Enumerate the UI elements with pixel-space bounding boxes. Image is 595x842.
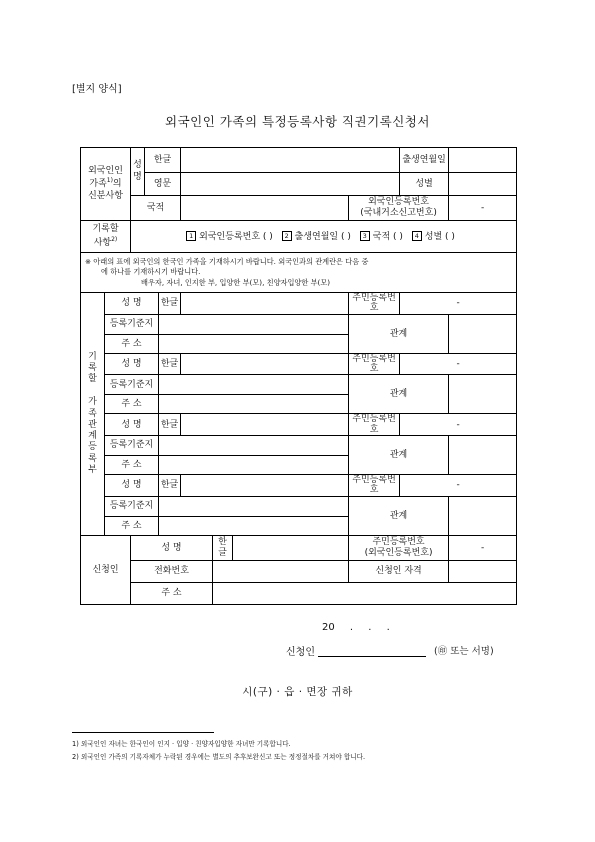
family-address-field[interactable] <box>159 516 349 535</box>
seal-or-signature-note: (㊞ 또는 서명) <box>434 646 494 657</box>
family-base-place-field[interactable] <box>159 496 349 516</box>
family-relation-label: 관계 <box>349 375 449 414</box>
nationality-field[interactable] <box>181 196 349 221</box>
applicant-address-field[interactable] <box>213 582 517 604</box>
option-number-box: 3 <box>360 231 370 241</box>
family-base-place-field[interactable] <box>159 314 349 334</box>
family-relation-label: 관계 <box>349 314 449 353</box>
applicant-korean-label: 한 글 <box>213 535 233 560</box>
form-title: 외국인인 가족의 특정등록사항 직권기록신청서 <box>165 114 430 129</box>
option-number-box: 1 <box>186 231 196 241</box>
family-relation-field[interactable] <box>449 436 517 475</box>
korean-name-label: 한글 <box>145 148 181 173</box>
family-name-label: 성 명 <box>105 475 159 497</box>
alien-reg-field[interactable]: - <box>449 196 517 221</box>
sex-label: 성별 <box>400 173 449 196</box>
family-relation-label: 관계 <box>349 496 449 535</box>
family-name-field[interactable] <box>181 293 349 315</box>
family-address-label: 주 소 <box>105 516 159 535</box>
family-korean-label: 한글 <box>159 475 181 497</box>
family-base-place-field[interactable] <box>159 436 349 456</box>
option-number-box: 4 <box>412 231 422 241</box>
family-name-label: 성 명 <box>105 293 159 315</box>
family-address-field[interactable] <box>159 334 349 353</box>
family-relation-field[interactable] <box>449 375 517 414</box>
family-base-place-label: 등록기준지 <box>105 314 159 334</box>
family-name-field[interactable] <box>181 414 349 436</box>
applicant-name-field[interactable] <box>233 535 349 560</box>
family-relation-field[interactable] <box>449 496 517 535</box>
applicant-name-label: 성 명 <box>131 535 213 560</box>
family-base-place-label: 등록기준지 <box>105 496 159 516</box>
family-name-label: 성 명 <box>105 414 159 436</box>
recipient-line: 시(구) · 읍 · 면장 귀하 <box>242 686 353 698</box>
family-resident-no-label: 주민등록번호 <box>349 353 400 375</box>
korean-name-field[interactable] <box>181 148 400 173</box>
family-name-field[interactable] <box>181 475 349 497</box>
family-name-label: 성 명 <box>105 353 159 375</box>
family-relation-field[interactable] <box>449 314 517 353</box>
family-resident-no-label: 주민등록번호 <box>349 293 400 315</box>
application-date[interactable]: 20 . . . <box>322 622 390 633</box>
record-items-label: 기록할 사항$^{2)}$ <box>81 221 131 253</box>
option-alien-reg[interactable]: 1 외국인등록번호 ( ) <box>186 232 273 242</box>
family-resident-no-field[interactable]: - <box>400 293 517 315</box>
footnote-2: 2) 외국인인 가족의 기록자체가 누락된 경우에는 별도의 추후보완신고 또는 정정절차를 거쳐야 합니다. <box>72 753 366 761</box>
family-base-place-label: 등록기준지 <box>105 436 159 456</box>
family-resident-no-field[interactable]: - <box>400 414 517 436</box>
family-base-place-label: 등록기준지 <box>105 375 159 395</box>
nationality-label: 국적 <box>131 196 181 221</box>
applicant-qualification-field[interactable] <box>449 560 517 582</box>
name-label: 성 명 <box>131 148 145 196</box>
birth-date-label: 출생연월일 <box>400 148 449 173</box>
family-resident-no-label: 주민등록번호 <box>349 414 400 436</box>
application-form-table <box>80 147 517 605</box>
family-relation-label: 관계 <box>349 436 449 475</box>
instruction-note: ※ 아래의 표에 외국인의 한국인 가족을 기재하시기 바랍니다. 외국인과의 관계란은 다음 중 에 하나를 기재하시기 바랍니다. 배우자, 자녀, 인지한 부, 입양한 부(모), 친양자입양한 부(모) <box>81 253 517 293</box>
english-name-label: 영문 <box>145 173 181 196</box>
family-resident-no-field[interactable]: - <box>400 475 517 497</box>
applicant-phone-label: 전화번호 <box>131 560 213 582</box>
applicant-section-label: 신청인 <box>81 535 131 604</box>
applicant-resident-no-field[interactable]: - <box>449 535 517 560</box>
birth-date-field[interactable] <box>449 148 517 173</box>
family-address-field[interactable] <box>159 456 349 475</box>
family-korean-label: 한글 <box>159 293 181 315</box>
family-resident-no-field[interactable]: - <box>400 353 517 375</box>
footnote-divider <box>72 732 214 733</box>
signature-label: 신청인 <box>286 647 315 658</box>
applicant-address-label: 주 소 <box>131 582 213 604</box>
family-name-field[interactable] <box>181 353 349 375</box>
family-korean-label: 한글 <box>159 414 181 436</box>
sex-field[interactable] <box>449 173 517 196</box>
family-base-place-field[interactable] <box>159 375 349 395</box>
signature-line[interactable] <box>318 656 426 657</box>
record-items-options <box>131 221 517 253</box>
option-sex[interactable]: 4 성별 ( ) <box>412 232 455 242</box>
family-address-label: 주 소 <box>105 395 159 414</box>
family-korean-label: 한글 <box>159 353 181 375</box>
option-number-box: 2 <box>282 231 292 241</box>
applicant-resident-no-label: 주민등록번호 (외국인등록번호) <box>349 535 449 560</box>
alien-reg-label: 외국인등록번호 (국내거소신고번호) <box>349 196 449 221</box>
option-nationality[interactable]: 3 국적 ( ) <box>360 232 403 242</box>
family-address-field[interactable] <box>159 395 349 414</box>
footnote-1: 1) 외국인인 자녀는 한국인이 인지 · 입양 · 친양자입양한 자녀만 기록합니다. <box>72 740 291 748</box>
option-birth-date[interactable]: 2 출생연월일 ( ) <box>282 232 351 242</box>
applicant-qualification-label: 신청인 자격 <box>349 560 449 582</box>
family-address-label: 주 소 <box>105 456 159 475</box>
english-name-field[interactable] <box>181 173 400 196</box>
applicant-phone-field[interactable] <box>213 560 349 582</box>
family-address-label: 주 소 <box>105 334 159 353</box>
family-resident-no-label: 주민등록번호 <box>349 475 400 497</box>
identity-section-label: 외국인인 가족$^{1)}$의 신분사항 <box>81 148 131 221</box>
annex-label: [별지 양식] <box>72 84 122 95</box>
family-register-section-label: 기 록 할 가 족 관 계 등 록 부 <box>81 293 105 536</box>
